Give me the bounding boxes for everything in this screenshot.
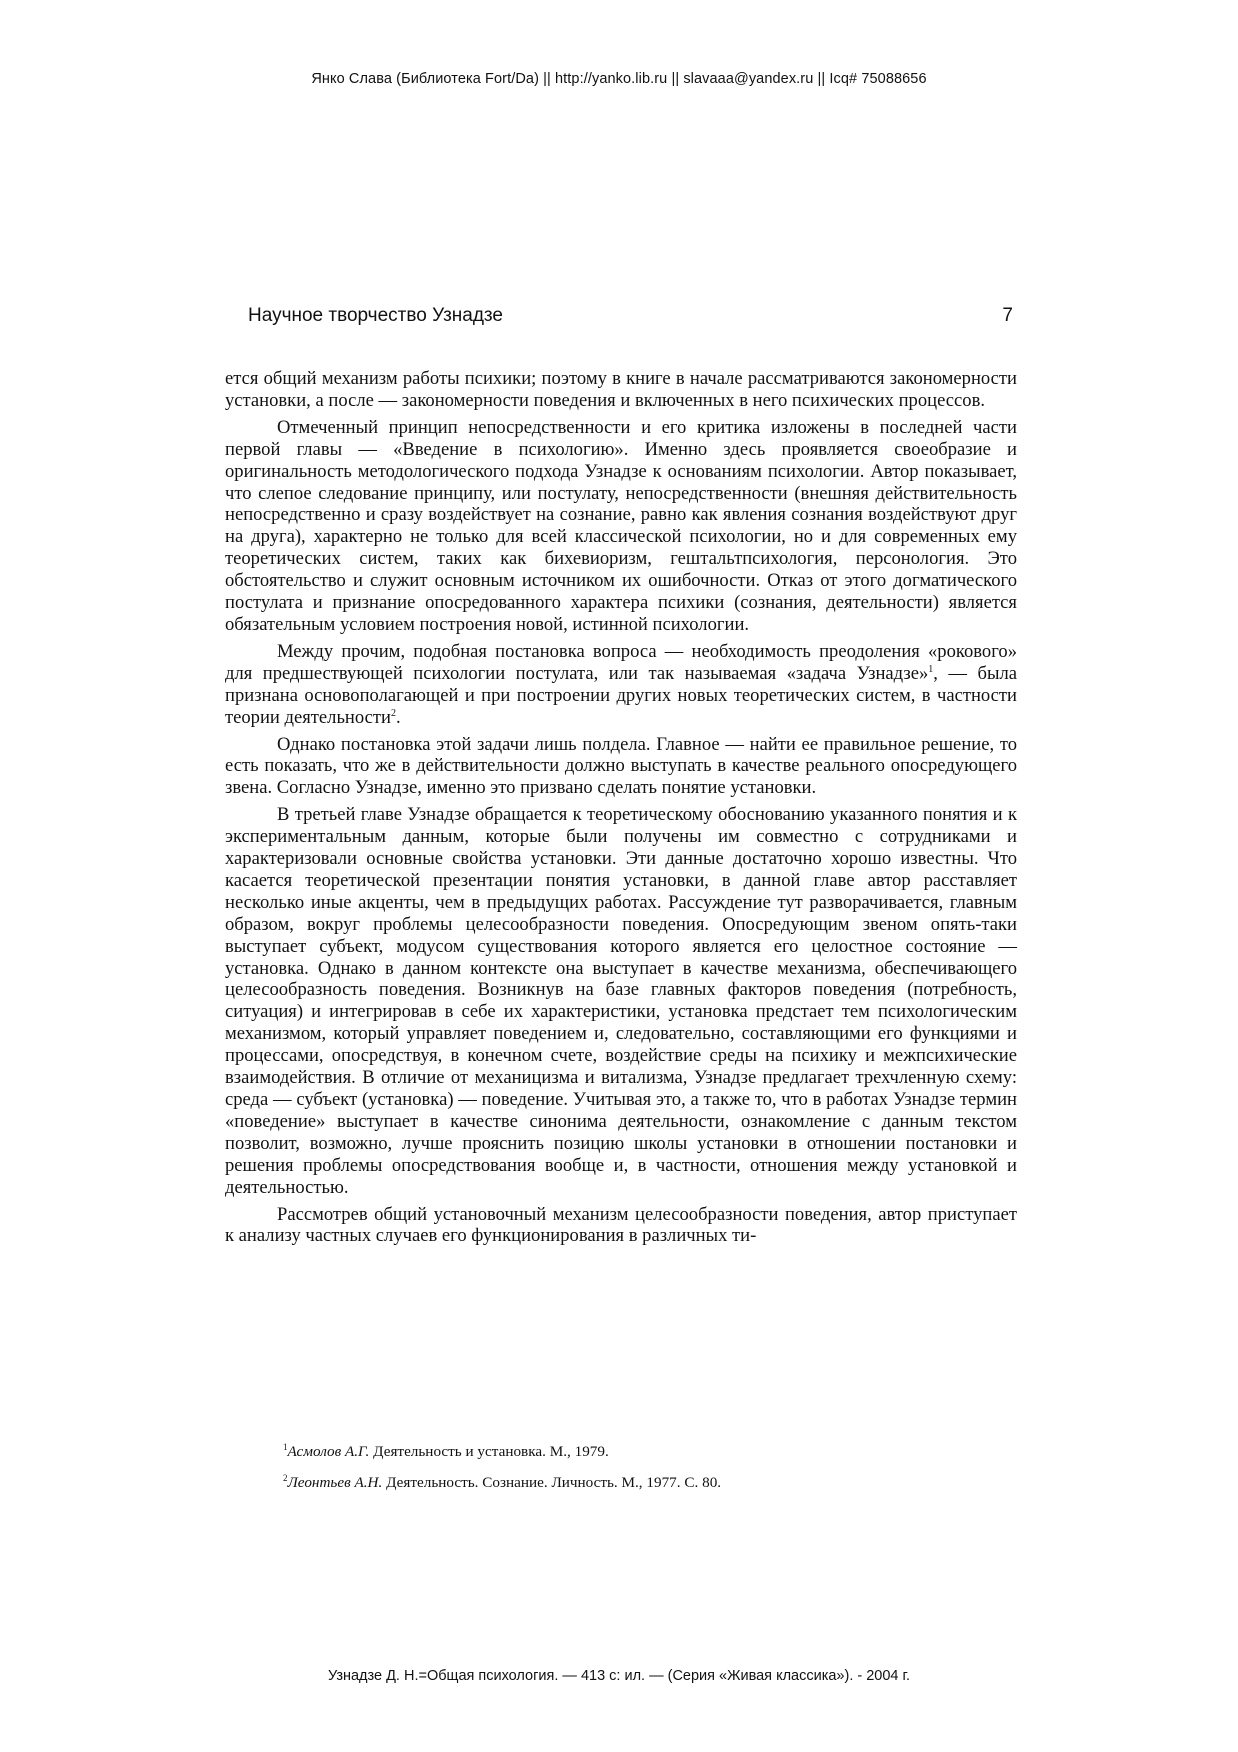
paragraph-text: В третьей главе Узнадзе обращается к теоретическому обоснованию указанного понятия и к экспериментальным данным, которые были получены им совместно с сотрудниками и характеризовали основные свойства установки. Эти данные достаточно хорошо известны. Что касается теоретической презентации понятия установки, в данной главе автор расставляет несколько иные акценты, чем в предыдущих работах. Рассуждение тут разворачивается, главным образом, вокруг проблемы целесообразности поведения. Опосредующим звеном опять-таки выступает субъект, модусом существования которого является его целостное состояние — установка. Однако в данном контексте она выступает в качестве механизма, обеспечивающего целесообразность поведения. Возникнув на базе главных факторов поведения (потребность, ситуация) и интегрировав в себе их характеристики, установка предстает тем психологическим механизмом, который управляет поведением и, следовательно, составляющими его функциями и процессами, опосредствуя, в конечном счете, воздействие среды на психику и межпсихические взаимодействия. В отличие от механицизма и витализма, Узнадзе предлагает трехчленную схему: среда — субъект (установка) — поведение. Учитывая это, а также то, что в работах Узнадзе термин «поведение» выступает в качестве синонима деятельности, ознакомление с данным текстом позволит, возможно, лучше прояснить позицию школы установки в отношении постановки и решения проблемы опосредствования вообще и, в частности, отношения между установкой и деятельностью.	[225, 804, 1017, 1198]
footnotes	[283, 1441, 983, 1503]
page-number: 7	[1002, 305, 1013, 326]
paragraph-text: ется общий механизм работы психики; поэтому в книге в начале рассматриваются закономерности установки, а после — закономерности поведения и включенных в него психических процессов.	[225, 368, 1017, 411]
paragraph	[225, 1204, 1017, 1248]
footnote	[283, 1441, 983, 1462]
footnote-marker[interactable]: 2	[390, 707, 396, 719]
footnote-number: 2	[283, 1472, 288, 1483]
paragraph	[225, 417, 1017, 636]
footer-banner: Узнадзе Д. Н.=Общая психология. — 413 с: ил. — (Серия «Живая классика»). - 2004 г.	[327, 1668, 911, 1684]
paragraph-text: Рассмотрев общий установочный механизм целесообразности поведения, автор приступает к анализу частных случаев его функционирования в различных ти-	[225, 1203, 1017, 1247]
header-banner: Янко Слава (Библиотека Fort/Da) || http://yanko.lib.ru || slavaaa@yandex.ru || Icq# 75088656	[311, 71, 927, 87]
paragraph-text: , — была признана основополагающей и при построении других новых теоретических систем, в частности теории деятельности	[225, 662, 1017, 728]
body-text	[225, 368, 1017, 1252]
footnote-author: Леонтьев А.Н.	[287, 1474, 383, 1491]
paragraph	[225, 641, 1017, 729]
paragraph-text: Однако постановка этой задачи лишь полдела. Главное — найти ее правильное решение, то есть показать, что же в действительности должно выступать в качестве реального опосредующего звена. Согласно Узнадзе, именно это призвано сделать понятие установки.	[225, 733, 1017, 799]
footnote-author: Асмолов А.Г.	[287, 1443, 370, 1460]
footnote-number: 1	[283, 1441, 288, 1452]
running-head	[248, 305, 1013, 335]
paragraph	[225, 804, 1017, 1198]
chapter-title: Научное творчество Узнадзе	[248, 305, 503, 326]
paragraph-text: Отмеченный принцип непосредственности и его критика изложены в последней части первой главы — «Введение в психологию». Именно здесь проявляется своеобразие и оригинальность методологического подхода Узнадзе к основаниям психологии. Автор показывает, что слепое следование принципу, или постулату, непосредственности (внешняя действительность непосредственно и сразу воздействует на сознание, равно как явления сознания воздействуют друг на друга), характерно не только для всей классической психологии, но и для современных ему теоретических систем, таких как бихевиоризм, гештальтпсихология, персонология. Это обстоятельство и служит основным источником их ошибочности. Отказ от этого догматического постулата и признание опосредованного характера психики (сознания, деятельности) является обязательным условием построения новой, истинной психологии.	[225, 416, 1017, 635]
paragraph	[225, 368, 1017, 412]
footnote-text: Деятельность и установка. М., 1979.	[369, 1443, 609, 1460]
footnote-marker[interactable]: 1	[928, 663, 934, 675]
footnote-text: Деятельность. Сознание. Личность. М., 1977. С. 80.	[382, 1474, 722, 1491]
paragraph	[225, 734, 1017, 800]
paragraph-text: Между прочим, подобная постановка вопроса — необходимость преодоления «рокового» для предшествующей психологии постулата, или так называемая «задача Узнадзе»	[225, 640, 1017, 684]
footnote	[283, 1472, 983, 1493]
paragraph-text: .	[395, 706, 401, 728]
